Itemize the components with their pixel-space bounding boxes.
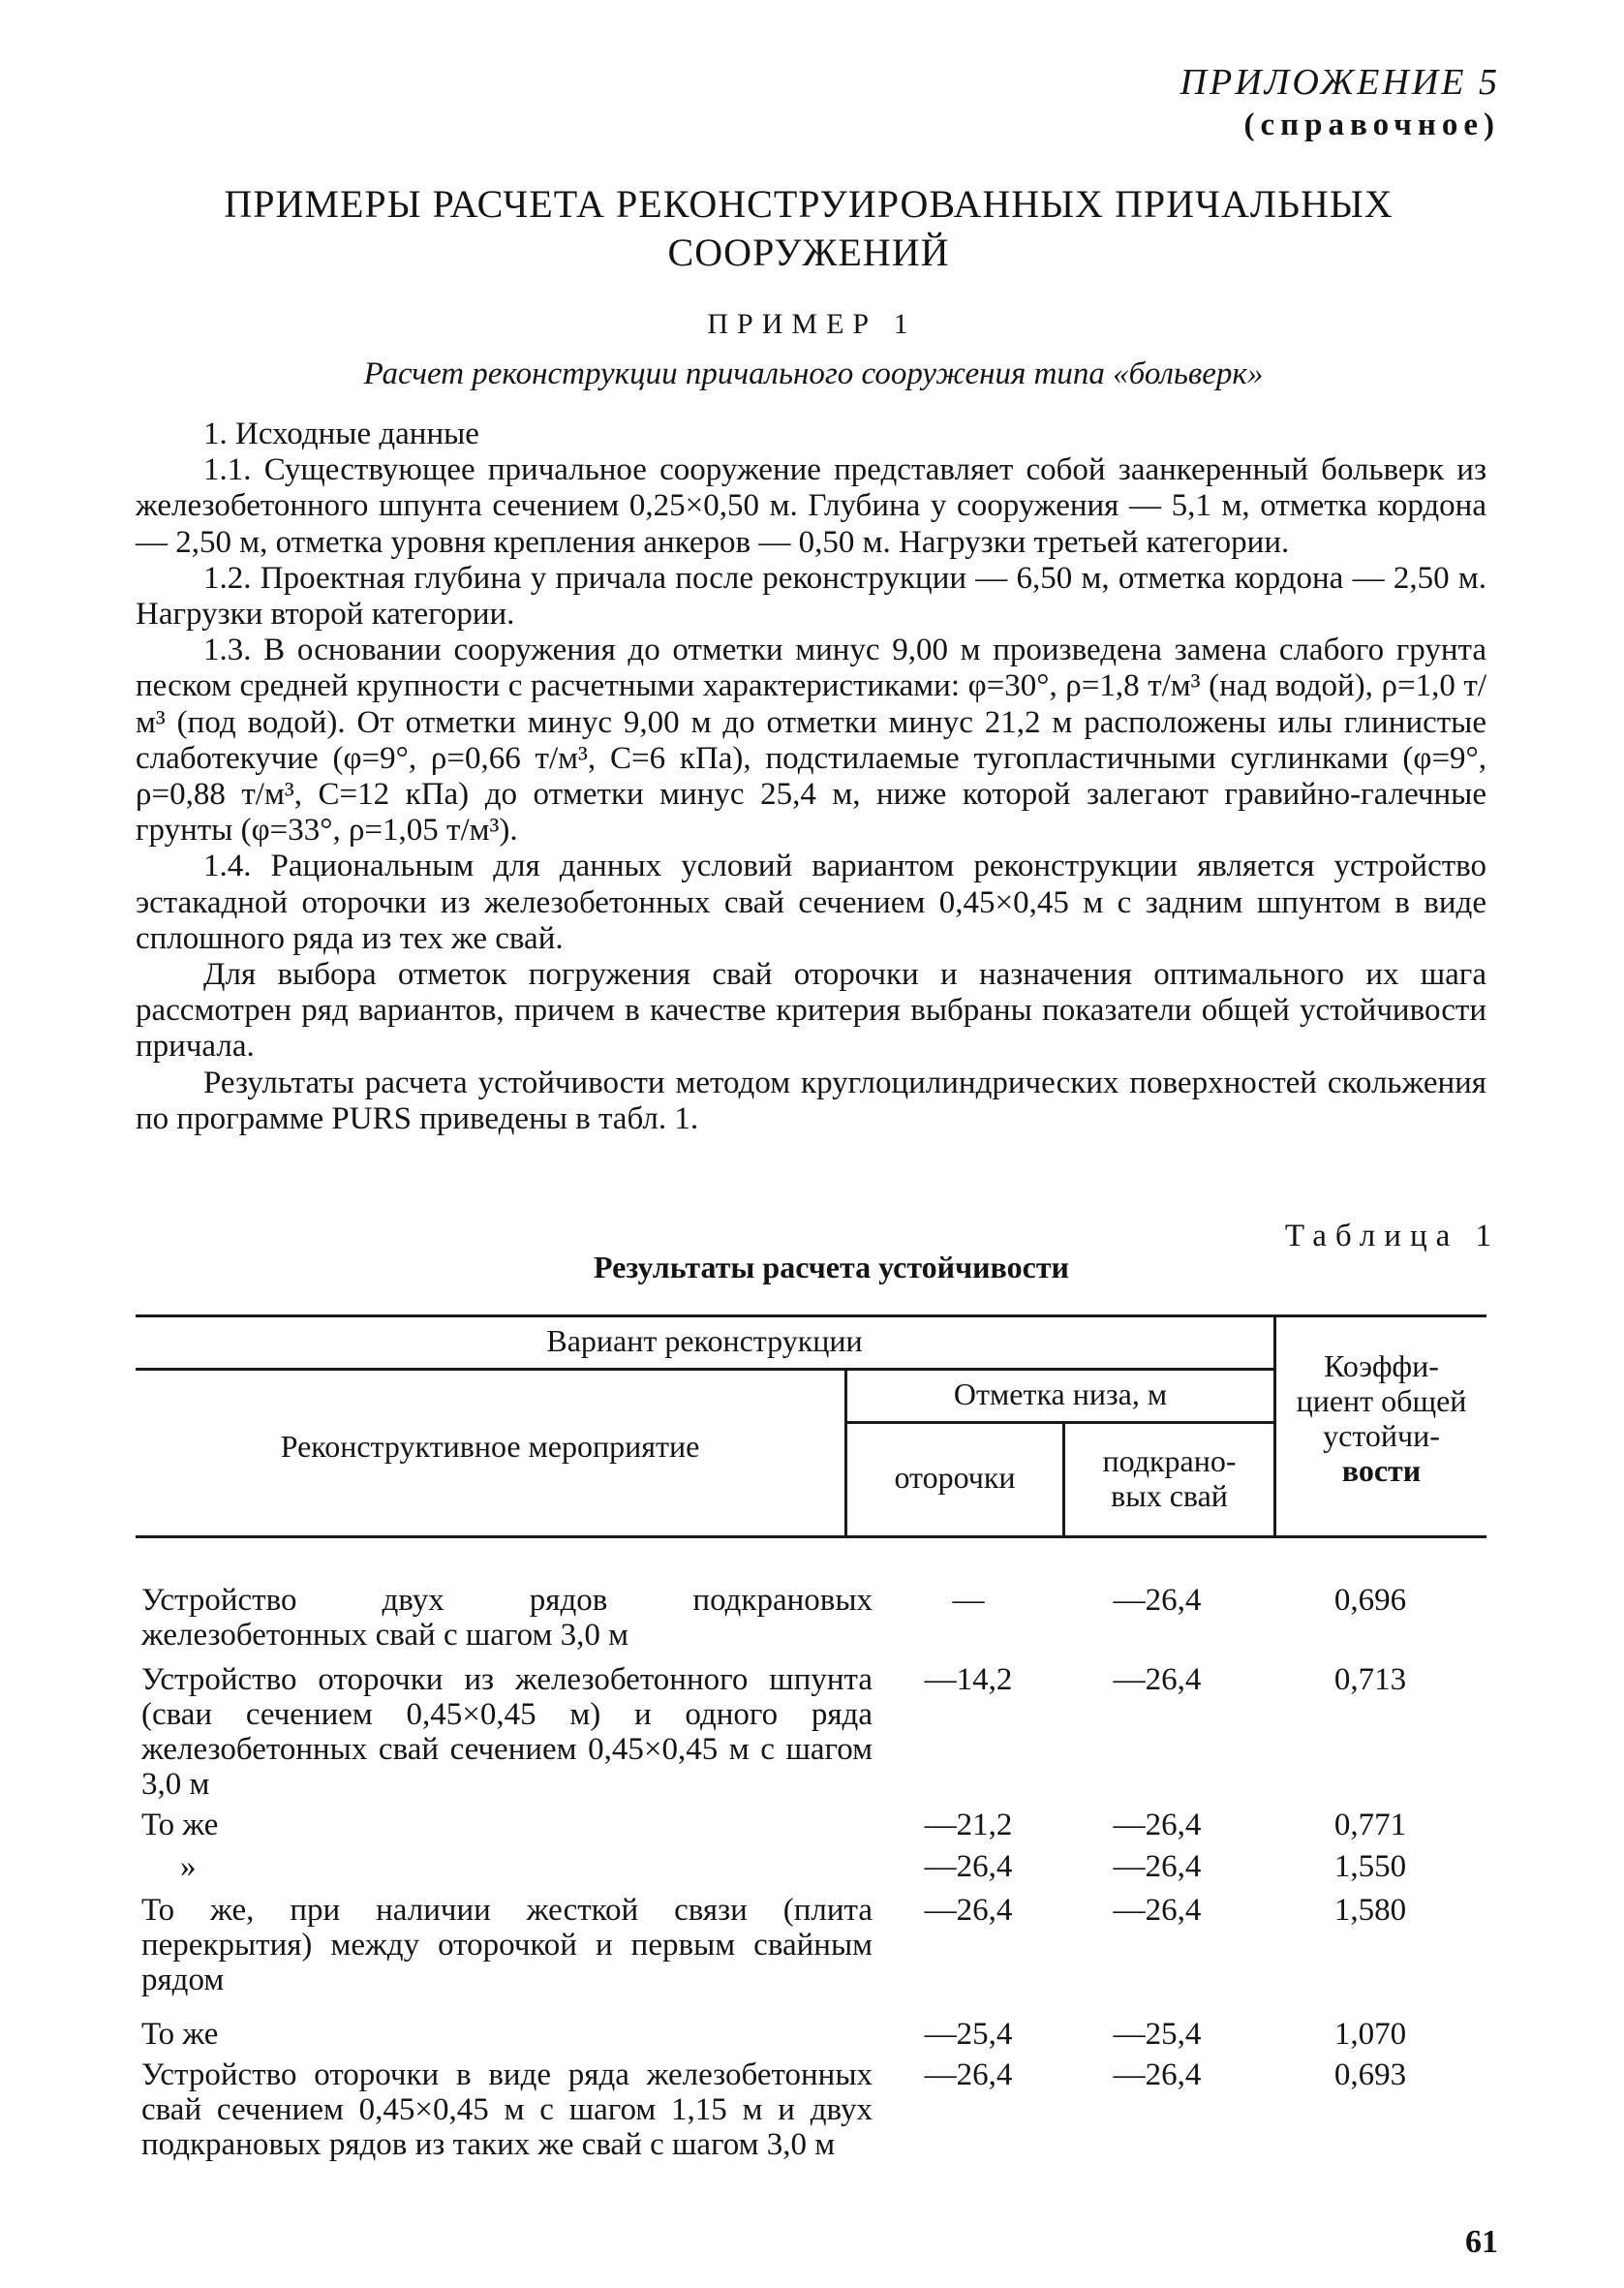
table-caption: Таблица 1 xyxy=(1284,1219,1500,1253)
appendix-label: ПРИЛОЖЕНИЕ 5 xyxy=(1180,62,1500,103)
table-title: Результаты расчета устойчивости xyxy=(594,1250,1069,1284)
paragraph: Результаты расчета устойчивости методом круглоцилиндрических поверхностей скольжения по программе PURS приведены в табл. 1. xyxy=(136,1065,1486,1136)
row-2-measure: Устройство оторочки из железобетонного шпунта (сваи сечением 0,45×0,45 м) и одного ряда железобетонных свай сечением 0,45×0,45 м с шагом 3,0 м xyxy=(141,1662,873,1802)
page-number: 61 xyxy=(1465,2224,1498,2260)
row-7-measure: Устройство оторочки в виде ряда железобетонных свай сечением 0,45×0,45 м с шагом 1,15 м и двух подкрановых рядов из таких же свай с шагом 3,0 м xyxy=(141,2057,873,2162)
row-7-fringe: —26,4 xyxy=(924,2057,1013,2092)
paragraph: 1.4. Рациональным для данных условий вариантом реконструкции является устройство эстакадной оторочки из железобетонных свай сечением 0,45×0,45 м с задним шпунтом в виде сплошного ряда из тех же свай. xyxy=(136,849,1486,956)
row-5-fringe: —26,4 xyxy=(924,1893,1013,1928)
header-mark-rule xyxy=(847,1421,1273,1424)
row-2-crane: —26,4 xyxy=(1113,1662,1202,1697)
appendix-note: (справочное) xyxy=(1243,108,1500,142)
body-text xyxy=(136,417,1486,1137)
appendix-header xyxy=(1180,60,1500,145)
header-fringe: оторочки xyxy=(894,1460,1016,1495)
row-1-coef: 0,696 xyxy=(1333,1583,1407,1618)
row-3-measure: То же xyxy=(141,1808,219,1842)
row-3-fringe: —21,2 xyxy=(924,1808,1013,1842)
header-variant-rule xyxy=(136,1368,1273,1371)
row-4-coef: 1,550 xyxy=(1333,1849,1407,1884)
row-6-measure: То же xyxy=(141,2017,219,2052)
header-coefficient: Коэффи- циент общей устойчи- вости xyxy=(1296,1348,1467,1488)
row-5-measure: То же, при наличии жесткой связи (плита перекрытия) между оторочкой и первым свайным рядом xyxy=(141,1893,873,1997)
row-5-crane: —26,4 xyxy=(1113,1893,1202,1928)
paragraph: 1.1. Существующее причальное сооружение представляет собой заанкеренный больверк из железобетонного шпунта сечением 0,25×0,50 м. Глубина у сооружения — 5,1 м, отметка кордона — 2,50 м, отметка уровня крепления анкеров — 0,50 м. Нагрузки третьей категории. xyxy=(136,452,1486,560)
row-7-coef: 0,693 xyxy=(1333,2057,1407,2092)
row-3-crane: —26,4 xyxy=(1113,1808,1202,1842)
paragraph: 1.2. Проектная глубина у причала после реконструкции — 6,50 м, отметка кордона — 2,50 м. Нагрузки второй категории. xyxy=(136,560,1486,633)
page-title xyxy=(194,180,1424,277)
row-6-crane: —25,4 xyxy=(1113,2017,1202,2052)
example-subtitle: Расчет реконструкции причального сооружения типа «больверк» xyxy=(363,356,1264,391)
row-6-coef: 1,070 xyxy=(1333,2017,1407,2052)
header-variant: Вариант реконструкции xyxy=(546,1323,863,1358)
row-4-crane: —26,4 xyxy=(1113,1849,1202,1884)
header-measure: Реконструктивное мероприятие xyxy=(280,1429,700,1464)
row-7-crane: —26,4 xyxy=(1113,2057,1202,2092)
table-top-rule xyxy=(136,1314,1486,1317)
row-1-crane: —26,4 xyxy=(1113,1583,1202,1618)
row-6-fringe: —25,4 xyxy=(924,2017,1013,2052)
row-1-fringe: — xyxy=(952,1583,985,1618)
paragraph: 1.3. В основании сооружения до отметки минус 9,00 м произведена замена слабого грунта песком средней крупности с расчетными характеристиками: φ=30°, ρ=1,8 т/м³ (над водой), ρ=1,0 т/м³ (под водой). От отметки минус 9,00 м до отметки минус 21,2 м расположены илы глинистые слаботекучие (φ=9°, ρ=0,66 т/м³, C=6 кПа), подстилаемые тугопластичными суглинками (φ=9°, ρ=0,88 т/м³, C=12 кПа) до отметки минус 25,4 м, ниже которой залегают гравийно-галечные грунты (φ=33°, ρ=1,05 т/м³). xyxy=(136,633,1486,849)
row-3-coef: 0,771 xyxy=(1333,1808,1407,1842)
header-bottom-rule xyxy=(136,1535,1486,1538)
row-2-coef: 0,713 xyxy=(1333,1662,1407,1697)
header-mark: Отметка низа, м xyxy=(953,1376,1168,1411)
paragraph: Для выбора отметок погружения свай оторочки и назначения оптимального их шага рассмотрен ряд вариантов, причем в качестве критерия выбраны показатели общей устойчивости причала. xyxy=(136,957,1486,1065)
example-label: ПРИМЕР 1 xyxy=(707,308,917,340)
row-4-fringe: —26,4 xyxy=(924,1849,1013,1884)
page-title-line-1: ПРИМЕРЫ РАСЧЕТА РЕКОНСТРУИРОВАННЫХ ПРИЧАЛЬНЫХ xyxy=(224,182,1394,226)
page-title-line-2: СООРУЖЕНИЙ xyxy=(667,231,950,274)
row-5-coef: 1,580 xyxy=(1333,1893,1407,1928)
paragraph: 1. Исходные данные xyxy=(203,417,479,451)
header-crane-piles: подкрано- вых свай xyxy=(1102,1443,1237,1513)
row-2-fringe: —14,2 xyxy=(924,1662,1013,1697)
row-1-measure: Устройство двух рядов подкрановых железобетонных свай с шагом 3,0 м xyxy=(141,1583,873,1653)
row-4-measure: » xyxy=(180,1849,197,1884)
